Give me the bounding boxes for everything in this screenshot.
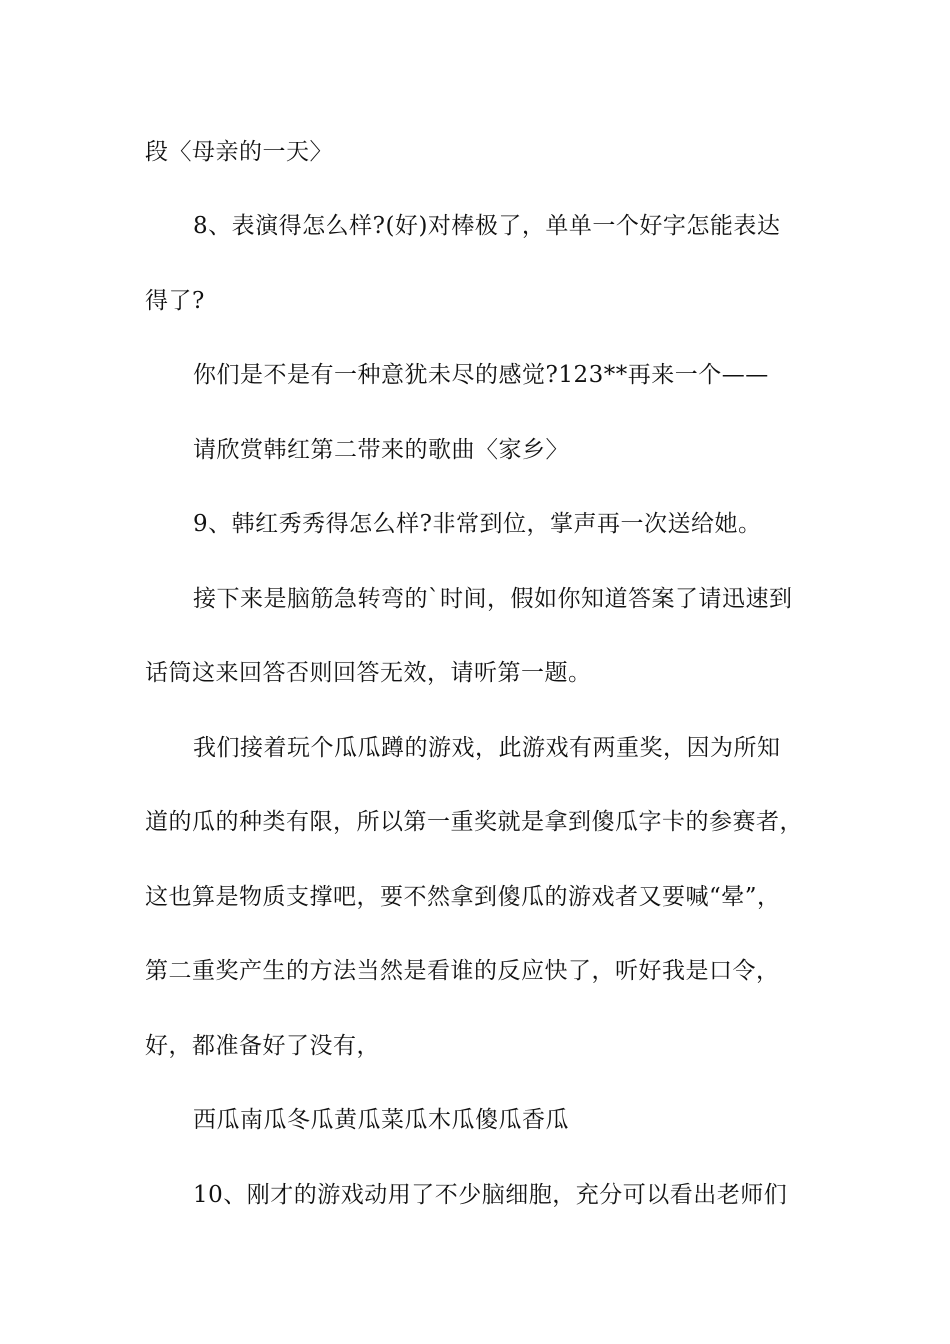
text-line: 9、韩红秀秀得怎么样?非常到位，掌声再一次送给她。 [193,511,762,537]
text-line: 这也算是物质支撑吧，要不然拿到傻瓜的游戏者又要喊“晕”， [145,884,781,910]
text-line: 段〈母亲的一天〉 [145,139,333,165]
text-line: 10、刚才的游戏动用了不少脑细胞，充分可以看出老师们 [193,1182,788,1208]
text-line: 好，都准备好了没有， [145,1033,380,1059]
text-line: 接下来是脑筋急转弯的`时间，假如你知道答案了请迅速到 [193,586,793,612]
text-line: 道的瓜的种类有限，所以第一重奖就是拿到傻瓜字卡的参赛者， [145,809,803,835]
text-line: 第二重奖产生的方法当然是看谁的反应快了，听好我是口令， [145,958,780,984]
text-line: 请欣赏韩红第二带来的歌曲〈家乡〉 [193,437,569,463]
text-line: 8、表演得怎么样?(好)对棒极了，单单一个好字怎能表达 [193,213,781,239]
text-line: 得了? [145,288,205,314]
text-line: 你们是不是有一种意犹未尽的感觉?123**再来一个—— [193,362,769,388]
text-line: 西瓜南瓜冬瓜黄瓜菜瓜木瓜傻瓜香瓜 [193,1107,569,1133]
text-line: 话筒这来回答否则回答无效，请听第一题。 [145,660,592,686]
text-line: 我们接着玩个瓜瓜蹲的游戏，此游戏有两重奖，因为所知 [193,735,781,761]
